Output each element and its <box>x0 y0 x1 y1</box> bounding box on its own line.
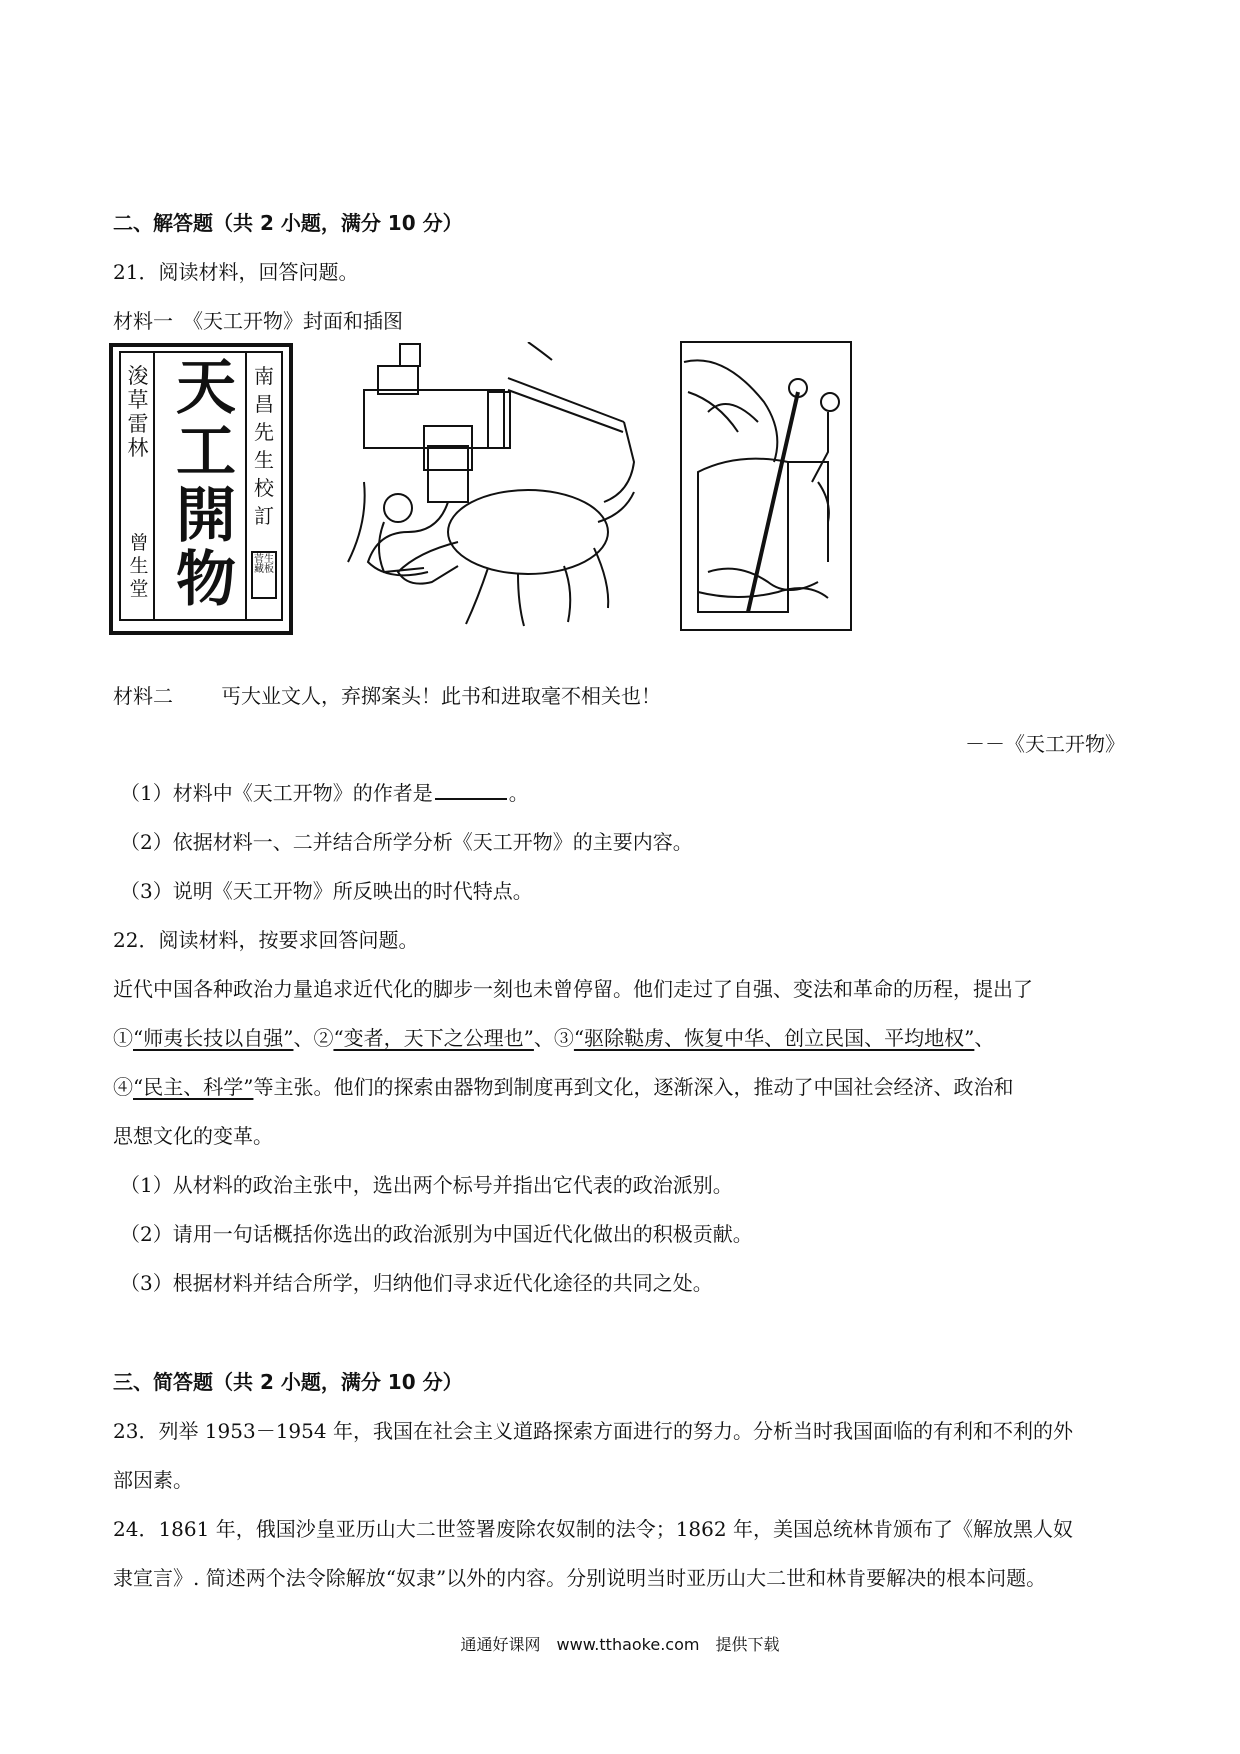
material-2 <box>113 681 661 711</box>
question-22-paragraph-line <box>113 1072 1013 1102</box>
question-22-part-3: （3）根据材料并结合所学，归纳他们寻求近代化途径的共同之处。 <box>120 1271 713 1295</box>
cover-publisher: 曾生堂 <box>129 532 149 600</box>
proposal-4: “民主、科学” <box>133 1075 254 1099</box>
marker-1: ① <box>113 1026 133 1050</box>
page-footer: 通通好课网 www.tthaoke.com 提供下载 <box>460 1635 780 1654</box>
cover-title <box>168 353 244 615</box>
mining-illustration <box>678 332 854 634</box>
question-22-part-2: （2）请用一句话概括你选出的政治派别为中国近代化做出的积极贡献。 <box>120 1222 753 1246</box>
marker-4: ④ <box>113 1075 133 1099</box>
separator: 、 <box>974 1026 995 1050</box>
question-22-paragraph-line: 近代中国各种政治力量追求近代化的脚步一刻也未曾停留。他们走过了自强、变法和革命的历程，提出了 <box>113 977 1033 1001</box>
question-24-line: 隶宣言》. 简述两个法令除解放“奴隶”以外的内容。分别说明当时亚历山大二世和林肯要解决的根本问题。 <box>113 1566 1047 1590</box>
material-2-source: －－《天工开物》 <box>965 732 1125 756</box>
proposal-2: “变者，天下之公理也” <box>333 1026 534 1050</box>
cover-right-text: 南昌先生校訂 <box>254 364 274 528</box>
section-title: 二、解答题（共 2 小题，满分 10 分） <box>113 211 463 235</box>
cover-title-char: 工 <box>176 417 236 487</box>
answer-blank[interactable] <box>435 778 507 800</box>
question-21-stem: 21．阅读材料，回答问题。 <box>113 260 359 284</box>
tiangong-kaiwu-figure <box>108 342 888 642</box>
question-24-line: 24．1861 年，俄国沙皇亚历山大二世签署废除农奴制的法令；1862 年，美国总统林肯颁布了《解放黑人奴 <box>113 1517 1073 1541</box>
question-21-part-3: （3）说明《天工开物》所反映出的时代特点。 <box>120 879 533 903</box>
material-1-label: 材料一 《天工开物》封面和插图 <box>113 309 403 333</box>
question-21-part-1 <box>120 778 529 808</box>
section-title: 三、简答题（共 2 小题，满分 10 分） <box>113 1370 463 1394</box>
proposal-3: “驱除鞑虏、恢复中华、创立民国、平均地权” <box>573 1026 975 1050</box>
question-23-line: 部因素。 <box>113 1468 193 1492</box>
part-1-prefix: （1）材料中《天工开物》的作者是 <box>120 781 433 805</box>
marker-3: 、③ <box>533 1026 574 1050</box>
question-22-paragraph-line: 思想文化的变革。 <box>113 1124 273 1148</box>
question-21-part-2: （2）依据材料一、二并结合所学分析《天工开物》的主要内容。 <box>120 830 693 854</box>
question-23-line: 23．列举 1953－1954 年，我国在社会主义道路探索方面进行的努力。分析当时我国面临的有利和不利的外 <box>113 1419 1073 1443</box>
cover-title-char: 天 <box>176 353 236 423</box>
cover-left-text: 浚草雷林 <box>127 364 149 460</box>
proposal-1: “师夷长技以自强” <box>133 1026 294 1050</box>
ox-press-illustration <box>328 342 658 632</box>
material-2-text: 丐大业文人，弃掷案头！此书和进取毫不相关也！ <box>221 684 661 708</box>
cover-title-char: 開 <box>176 481 236 551</box>
marker-2: 、② <box>293 1026 334 1050</box>
question-22-stem: 22．阅读材料，按要求回答问题。 <box>113 928 419 952</box>
question-22-part-1: （1）从材料的政治主张中，选出两个标号并指出它代表的政治派别。 <box>120 1173 733 1197</box>
cover-seal: 菅生藏板 <box>254 554 274 575</box>
paragraph-text: 等主张。他们的探索由器物到制度再到文化，逐渐深入，推动了中国社会经济、政治和 <box>253 1075 1014 1099</box>
material-2-label: 材料二 <box>113 684 173 708</box>
part-1-suffix: 。 <box>508 781 529 805</box>
question-22-paragraph-line <box>113 1023 994 1053</box>
cover-title-char: 物 <box>176 545 236 615</box>
